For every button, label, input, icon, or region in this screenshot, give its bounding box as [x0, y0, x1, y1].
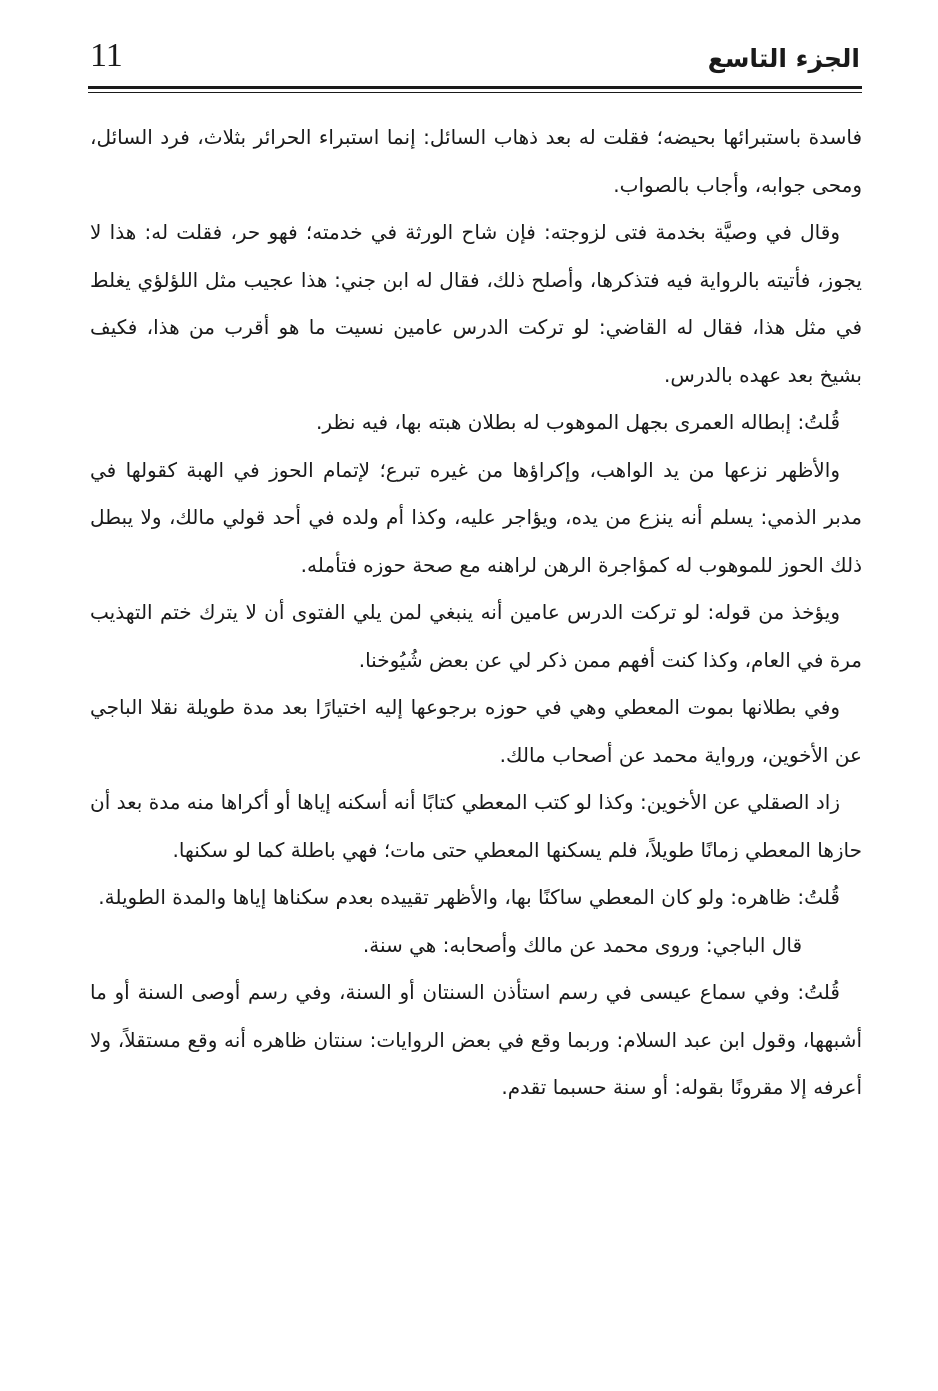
page-header — [90, 30, 860, 86]
paragraph: فاسدة باستبرائها بحيضه؛ فقلت له بعد ذهاب السائل: إنما استبراء الحرائر بثلاث، فرد السائل، ومحى جوابه، وأجاب بالصواب. — [90, 125, 862, 197]
paragraph: قُلتُ: وفي سماع عيسى في رسم استأذن السنتان أو السنة، وفي رسم أوصى السنة أو ما أشبهها، وقول ابن عبد السلام: وربما وقع في بعض الروايات: سنتان ظاهره أنه وقع مستقلاً، ولا أعرفه إلا مقرونًا بقوله: أو سنة حسبما تقدم. — [90, 980, 862, 1099]
header-rule-thick — [88, 86, 862, 89]
paragraph: قُلتُ: ظاهره: ولو كان المعطي ساكنًا بها، والأظهر تقييده بعدم سكناها إياها والمدة الطويلة. — [98, 885, 840, 909]
paragraph: وقال في وصيَّة بخدمة فتى لزوجته: فإن شاح الورثة في خدمته؛ فهو حر، فقلت له: هذا لا يجوز، فأتيته بالرواية فيه فتذكرها، وأصلح ذلك، فقال له ابن جني: هذا عجيب مثل اللؤلؤي يغلط في مثل هذا، فقال له القاضي: لو تركت الدرس عامين نسيت ما هو أقرب من هذا، فكيف بشيخ بعد عهده بالدرس. — [90, 220, 862, 387]
paragraph: وفي بطلانها بموت المعطي وهي في حوزه برجوعها إليه اختيارًا بعد مدة طويلة نقلا الباجي عن الأخوين، ورواية محمد عن أصحاب مالك. — [90, 695, 862, 767]
paragraph: والأظهر نزعها من يد الواهب، وإكراؤها من غيره تبرع؛ لإتمام الحوز في الهبة كقولها في مدبر الذمي: يسلم أنه ينزع من يده، ويؤاجر عليه، وكذا أم ولده في أحد قولي مالك، ولا يبطل ذلك الحوز للموهوب له كمؤاجرة الرهن لراهنه مع صحة حوزه فتأمله. — [90, 457, 862, 577]
paragraph: زاد الصقلي عن الأخوين: وكذا لو كتب المعطي كتابًا أنه أسكنه إياها أو أكراها منه مدة بعد أن حازها المعطي زمانًا طويلاً، فلم يسكنها المعطي حتى مات؛ فهي باطلة كما لو سكنها. — [90, 790, 862, 862]
running-title: الجزء التاسع — [707, 44, 860, 73]
paragraph: قال الباجي: وروى محمد عن مالك وأصحابه: هي سنة. — [362, 932, 802, 957]
body-text — [90, 114, 862, 1354]
header-rule-thin — [88, 92, 862, 93]
paragraph: قُلتُ: إبطاله العمرى بجهل الموهوب له بطلان هبته بها، فيه نظر. — [316, 410, 840, 434]
page-number: 11 — [90, 37, 123, 74]
paragraph: ويؤخذ من قوله: لو تركت الدرس عامين أنه ينبغي لمن يلي الفتوى أن لا يترك ختم التهذيب مرة في العام، وكذا كنت أفهم ممن ذكر لي عن بعض شُيُوخنا. — [90, 600, 862, 672]
